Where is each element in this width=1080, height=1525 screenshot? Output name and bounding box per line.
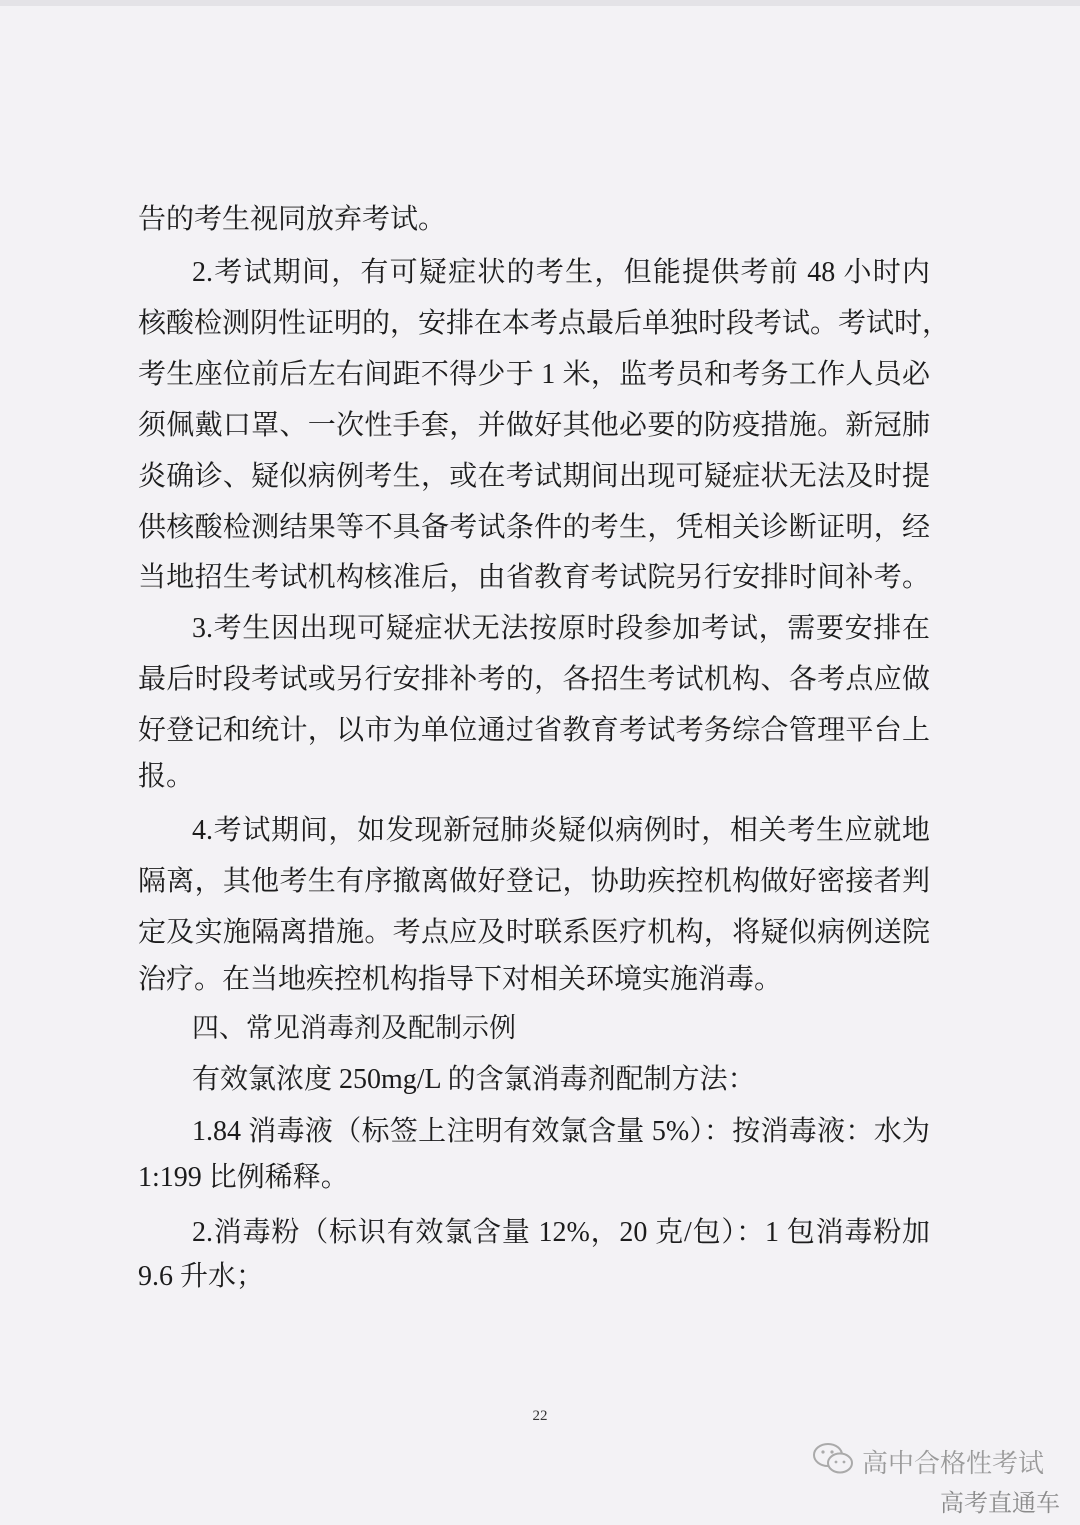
text-line: 4.考试期间，如发现新冠肺炎疑似病例时，相关考生应就地 [192, 815, 930, 846]
text-line: 定及实施隔离措施。考点应及时联系医疗机构，将疑似病例送院 [138, 917, 930, 948]
text-line: 隔离，其他考生有序撤离做好登记，协助疾控机构做好密接者判 [138, 866, 930, 897]
text-line: 核酸检测阴性证明的，安排在本考点最后单独时段考试。考试时， [138, 308, 951, 339]
scan-edge [0, 0, 1080, 6]
text-line: 供核酸检测结果等不具备考试条件的考生，凭相关诊断证明，经 [138, 512, 930, 543]
text-line: 须佩戴口罩、一次性手套，并做好其他必要的防疫措施。新冠肺 [138, 410, 930, 441]
text-line: 考生座位前后左右间距不得少于 1 米，监考员和考务工作人员必 [138, 359, 930, 390]
text-line: 1:199 比例稀释。 [138, 1162, 349, 1193]
text-line: 2.消毒粉（标识有效氯含量 12%，20 克/包）：1 包消毒粉加 [192, 1217, 930, 1248]
text-line: 2.考试期间，有可疑症状的考生，但能提供考前 48 小时内 [192, 257, 930, 288]
text-line: 治疗。在当地疾控机构指导下对相关环境实施消毒。 [138, 964, 783, 995]
page-number: 22 [532, 1408, 548, 1424]
text-line: 炎确诊、疑似病例考生，或在考试期间出现可疑症状无法及时提 [138, 461, 930, 492]
section-heading: 四、常见消毒剂及配制示例 [192, 1013, 516, 1043]
text-line: 报。 [138, 761, 195, 792]
text-line: 9.6 升水； [138, 1261, 265, 1292]
watermark [812, 1446, 1044, 1480]
text-line: 3.考生因出现可疑症状无法按原时段参加考试，需要安排在 [192, 613, 930, 644]
text-line: 1.84 消毒液（标签上注明有效氯含量 5%）：按消毒液：水为 [192, 1116, 930, 1147]
wechat-icon [812, 1442, 856, 1484]
text-line: 当地招生考试机构核准后，由省教育考试院另行安排时间补考。 [138, 562, 930, 593]
text-line: 好登记和统计，以市为单位通过省教育考试考务综合管理平台上 [138, 715, 930, 746]
text-line: 告的考生视同放弃考试。 [138, 204, 447, 235]
watermark-overlay: 高考直通车 [940, 1490, 1060, 1517]
watermark-account: 高中合格性考试 [862, 1448, 1045, 1478]
text-line: 最后时段考试或另行安排补考的，各招生考试机构、各考点应做 [138, 664, 930, 695]
text-line: 有效氯浓度 250mg/L 的含氯消毒剂配制方法： [192, 1064, 756, 1095]
